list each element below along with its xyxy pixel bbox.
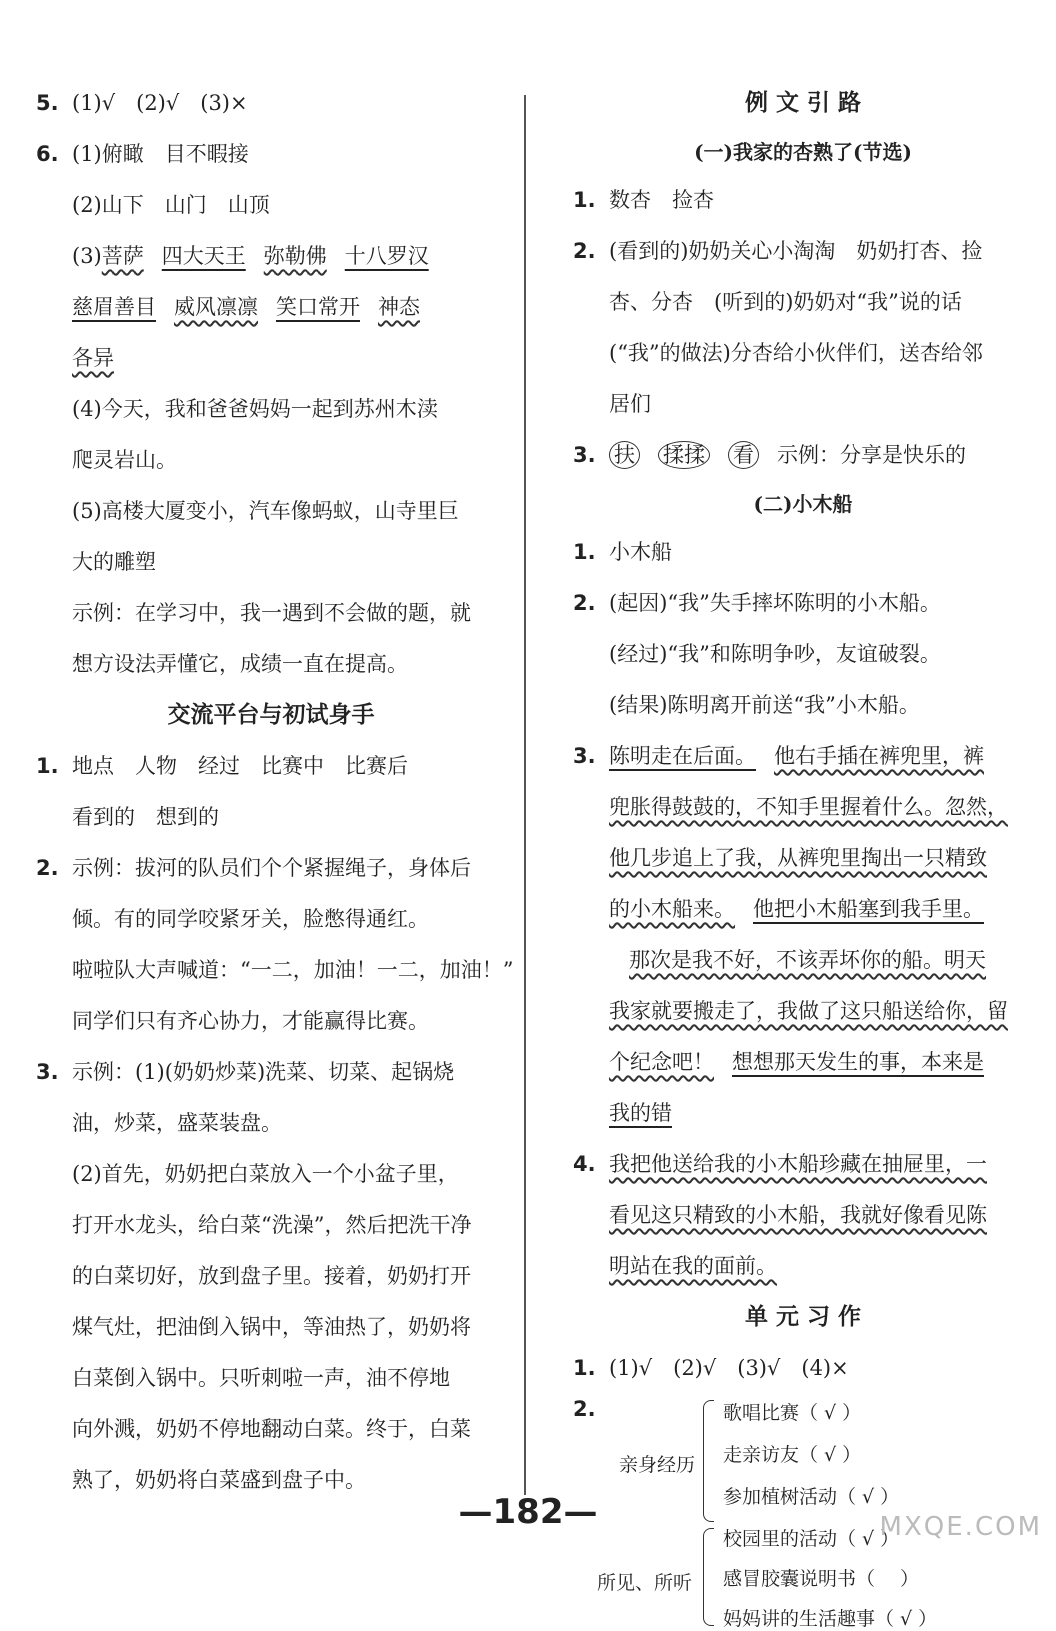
circled-word: 看	[728, 441, 759, 469]
b1: 1. 小木船	[573, 540, 672, 564]
tree-item: 感冒胶囊说明书（ ）	[723, 1568, 920, 1590]
s3: 3. 示例：(1)(奶奶炒菜)洗菜、切菜、起锅烧	[36, 1060, 455, 1084]
b4-l2: 看见这只精致的小木船，我就好像看见陈	[609, 1203, 987, 1227]
s3-l8: 向外溅，奶奶不停地翻动白菜。终于，白菜	[72, 1417, 471, 1441]
b2: 2. (起因)“我”失手摔坏陈明的小木船。	[573, 591, 941, 615]
s3-l3: (2)首先，奶奶把白菜放入一个小盆子里，	[72, 1162, 459, 1186]
b4: 4. 我把他送给我的小木船珍藏在抽屉里，一	[573, 1152, 987, 1176]
a3: 3. 扶 揉揉 看 示例：分享是快乐的	[573, 443, 966, 467]
b2-l2: (经过)“我”和陈明争吵，友谊破裂。	[609, 642, 941, 666]
b4-l3: 明站在我的面前。	[609, 1254, 777, 1278]
b3-l5: 那次是我不好，不该弄坏你的船。明天	[629, 948, 986, 972]
a2-l4: 居们	[609, 392, 651, 416]
c1: 1. (1)√ (2)√ (3)√ (4)×	[573, 1356, 849, 1380]
b3-l4: 他把小木船塞到我手里。	[753, 897, 984, 921]
s3-l9: 熟了，奶奶将白菜盛到盘子中。	[72, 1468, 366, 1492]
s2-l2: 倾。有的同学咬紧牙关，脸憋得通红。	[72, 907, 429, 931]
s2-l3: 啦啦队大声喊道：“一二，加油！一二，加油！”	[72, 958, 514, 982]
column-divider	[524, 95, 526, 1495]
a1: 1. 数杏 捡杏	[573, 188, 714, 212]
left-column	[36, 78, 514, 1506]
a2-l3: (“我”的做法)分杏给小伙伴们，送杏给邻	[609, 341, 983, 365]
a2-l2: 杏、分杏 (听到的)奶奶对“我”说的话	[609, 290, 962, 314]
b3-l8: 我的错	[609, 1101, 672, 1125]
section-title-communication: 交流平台与初试身手	[167, 702, 375, 728]
s1: 1. 地点 人物 经过 比赛中 比赛后	[36, 754, 408, 778]
right-column: 例 文 引 路 (一)我家的杏熟了(节选) 1. 数杏 捡杏 2. (看到的)奶奶关心小淘淘 奶奶打杏、捡 杏、分杏 (听到的)奶奶对“我”说的话 (“我”的做法)分杏给小伙伴们，送杏给邻 居们 3. 扶 揉揉 看 示例：分享是快乐的 (二)小木船 1. 小木船 2. (起因)“我”失手摔坏陈明的小木船。 (经过)“我”和陈明争吵，友谊破裂。 (结果)陈明离开前送“我”小木船。 3. 陈明走在后面。 他右手插在裤兜里，裤 兜胀得鼓鼓的，不知手里握着什么。忽然， 他几步追上了我，从裤兜里掏出一只精致 的小木船来。 他把小木船塞到我手里。 那次是我不好，不该弄坏你的船。明天 我家就要搬走了，我做了这只船送给你，留 个纪念吧！ 想想那天发生的事，本来是 我的错 4. 我把他送给我的小木船珍藏在抽屉里，一 看见这只精致的小木船，我就好像看见陈 明站在我的面前。 单 元 习 作 1. (1)√ (2)√ (3)√ (4)× 2. 亲身经历 歌唱比赛（ √ ） 走亲访友（ √ ） 参加植树活动（ √ ） 所见、所听 校园里的活动（ √ ） 感冒胶囊说明书（ ） 妈妈讲的生活趣事（ √ ）	[573, 78, 1033, 1624]
q6-3-end: 各异	[72, 346, 114, 370]
s3-l4: 打开水龙头，给白菜“洗澡”，然后把洗干净	[72, 1213, 472, 1237]
tree-item: 歌唱比赛（ √ ）	[723, 1402, 862, 1424]
q6-3-phrases: 慈眉善目 威风凛凛 笑口常开 神态	[72, 295, 420, 319]
brace	[703, 1528, 714, 1626]
q5: 5. (1)√ (2)√ (3)×	[36, 91, 248, 115]
tree-item: 参加植树活动（ √ ）	[723, 1486, 900, 1508]
q6-example-cont: 想方设法弄懂它，成绩一直在提高。	[72, 652, 408, 676]
subtitle-boat: (二)小木船	[753, 492, 853, 516]
q6-3: (3)菩萨 四大天王 弥勒佛 十八罗汉	[72, 244, 429, 268]
b3-l2: 兜胀得鼓鼓的，不知手里握着什么。忽然，	[609, 795, 1008, 819]
tree-item: 妈妈讲的生活趣事（ √ ）	[723, 1608, 938, 1630]
b3: 3. 陈明走在后面。 他右手插在裤兜里，裤	[573, 744, 984, 768]
q6-4-cont: 爬灵岩山。	[72, 448, 177, 472]
q6-example: 示例：在学习中，我一遇到不会做的题，就	[72, 601, 471, 625]
group-label-experience: 亲身经历	[619, 1454, 696, 1476]
q6-2: (2)山下 山门 山顶	[72, 193, 270, 217]
s3-l5: 的白菜切好，放到盘子里。接着，奶奶打开	[72, 1264, 471, 1288]
circled-word: 扶	[609, 441, 640, 469]
q6-4: (4)今天，我和爸爸妈妈一起到苏州木渎	[72, 397, 438, 421]
q6-1: 6. (1)俯瞰 目不暇接	[36, 142, 249, 166]
b2-l3: (结果)陈明离开前送“我”小木船。	[609, 693, 920, 717]
s1-cont: 看到的 想到的	[72, 805, 219, 829]
tree-item: 走亲访友（ √ ）	[723, 1444, 862, 1466]
circled-word: 揉揉	[658, 441, 710, 469]
s3-l2: 油，炒菜，盛菜装盘。	[72, 1111, 282, 1135]
b3-l7: 想想那天发生的事，本来是	[732, 1050, 984, 1074]
page-number: —182—	[458, 1492, 598, 1532]
s3-l7: 白菜倒入锅中。只听刺啦一声，油不停地	[72, 1366, 450, 1390]
s3-l6: 煤气灶，把油倒入锅中，等油热了，奶奶将	[72, 1315, 471, 1339]
q6-5-cont: 大的雕塑	[72, 550, 156, 574]
b3-l3: 他几步追上了我，从裤兜里掏出一只精致	[609, 846, 987, 870]
s2: 2. 示例：拔河的队员们个个紧握绳子，身体后	[36, 856, 471, 880]
c2-tree: 2. 亲身经历 歌唱比赛（ √ ） 走亲访友（ √ ） 参加植树活动（ √ ） 所见、所听 校园里的活动（ √ ） 感冒胶囊说明书（ ） 妈妈讲的生活趣事（ √ ）	[573, 1397, 938, 1630]
q6-5: (5)高楼大厦变小，汽车像蚂蚁，山寺里巨	[72, 499, 459, 523]
watermark: MXQE.COM	[879, 1512, 1042, 1542]
a2: 2. (看到的)奶奶关心小淘淘 奶奶打杏、捡	[573, 239, 983, 263]
subtitle-apricot: (一)我家的杏熟了(节选)	[694, 140, 912, 164]
b3-l6: 我家就要搬走了，我做了这只船送给你，留	[609, 999, 1008, 1023]
tree-item: 校园里的活动（ √ ）	[723, 1528, 900, 1550]
section-title-examples: 例 文 引 路	[744, 90, 862, 116]
section-title-unit-writing: 单 元 习 作	[744, 1304, 862, 1330]
s2-l4: 同学们只有齐心协力，才能赢得比赛。	[72, 1009, 429, 1033]
group-label-seen-heard: 所见、所听	[597, 1572, 693, 1594]
